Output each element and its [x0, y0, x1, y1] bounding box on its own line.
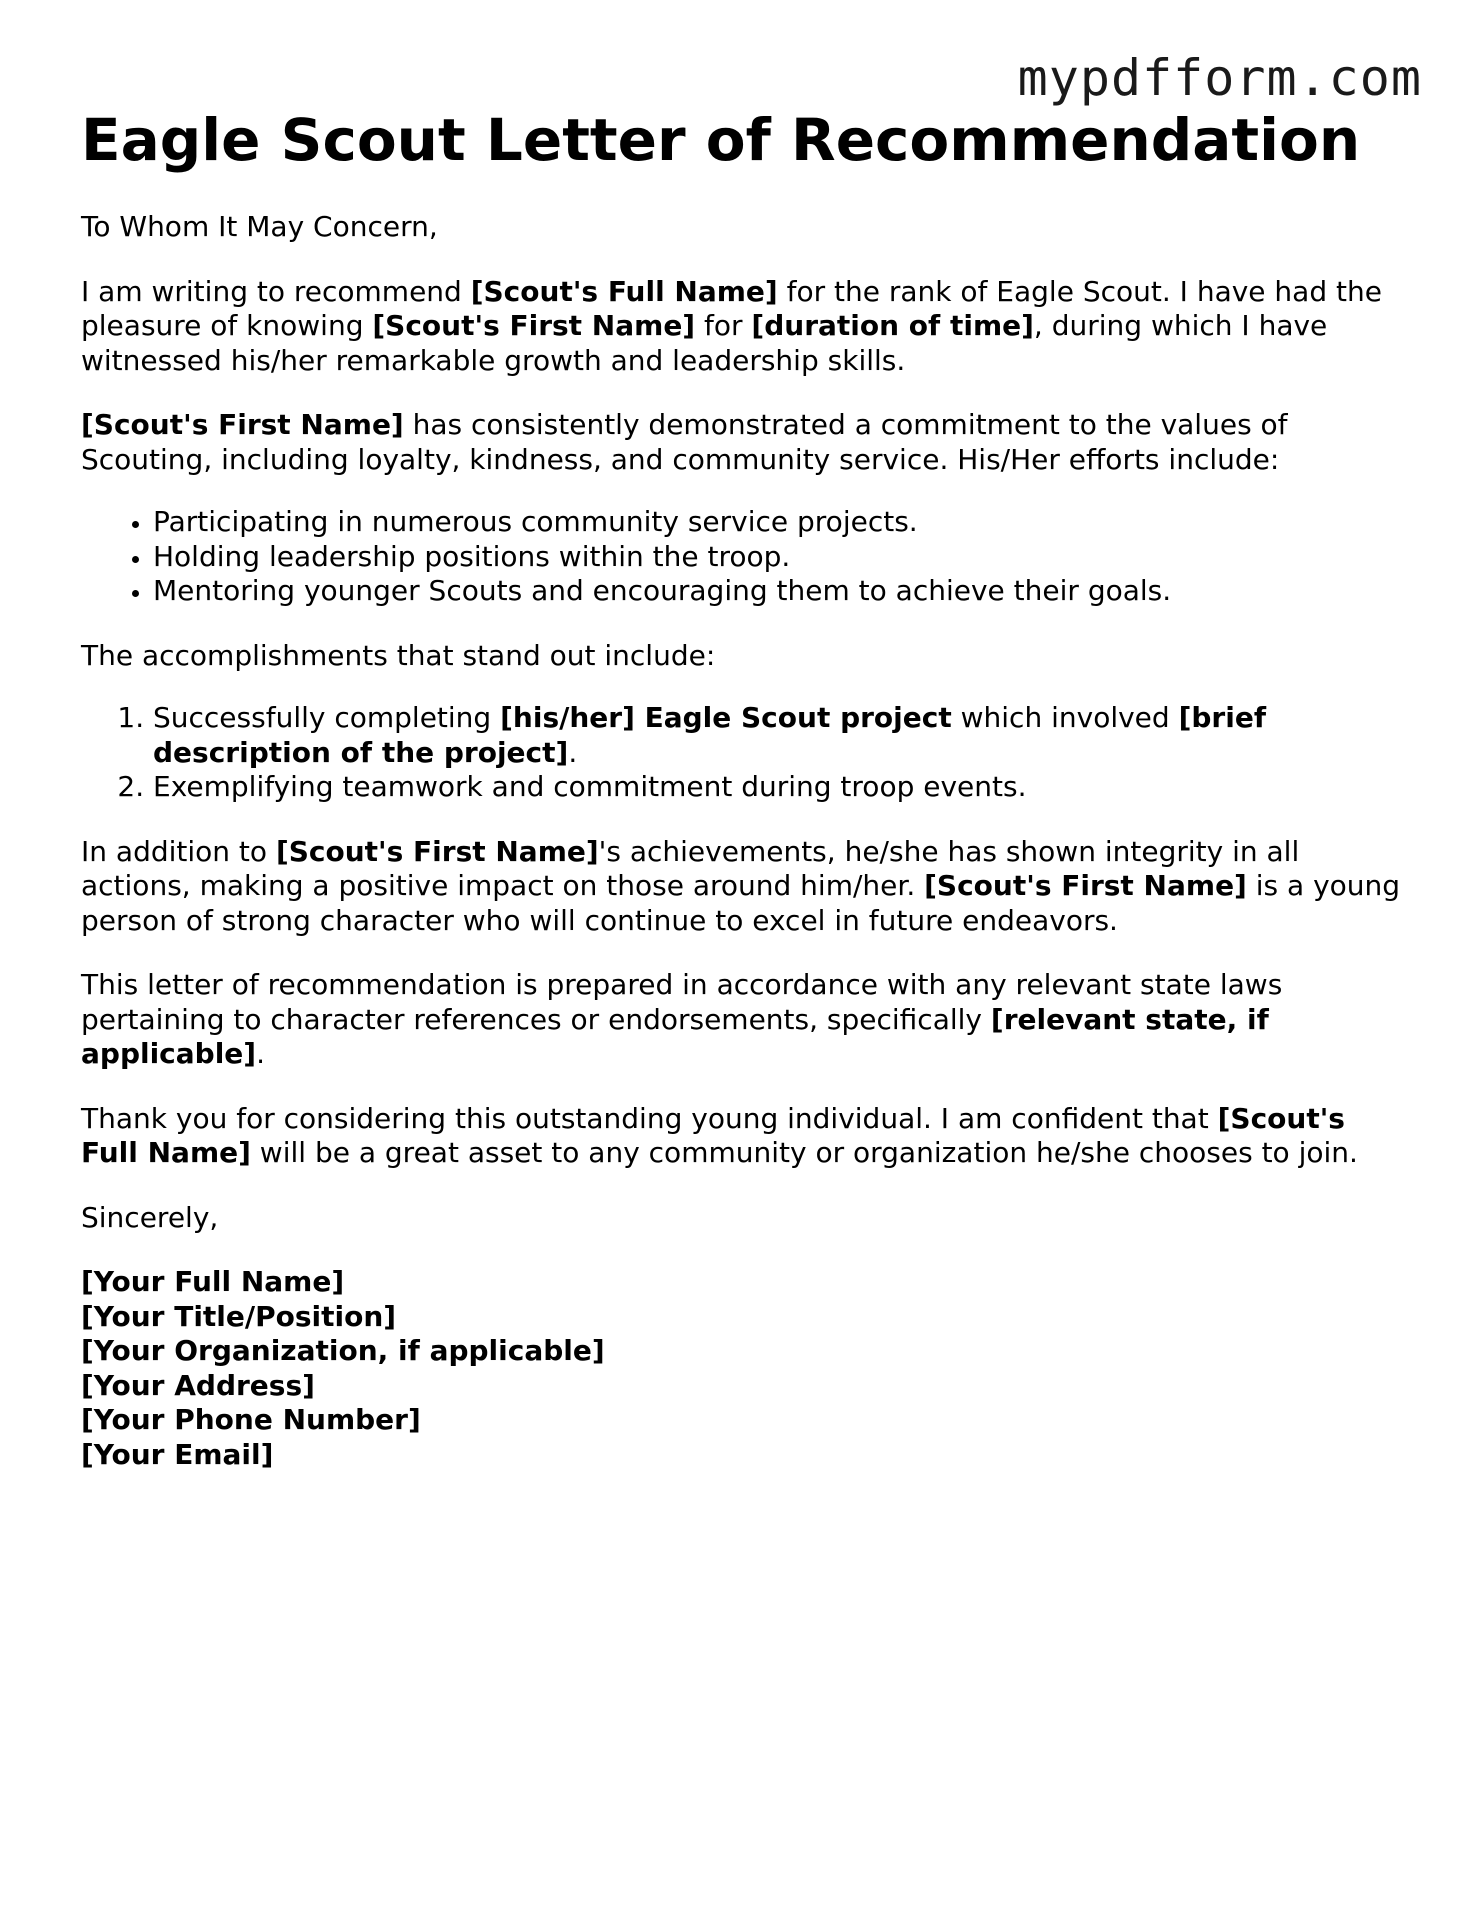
- placeholder-project-description: [brief description of the project]: [153, 701, 1266, 769]
- text-segment: .: [256, 1037, 266, 1070]
- closing-line: Sincerely,: [81, 1200, 219, 1234]
- text-segment: 's achievements, he/she has shown integrity in all actions, making a positive impact on those around him/her.: [81, 834, 1300, 902]
- list-item: • Holding leadership positions within the troop.: [153, 540, 1411, 575]
- text-segment: .: [568, 735, 578, 769]
- intro-paragraph: [81, 275, 1411, 379]
- placeholder-scout-full-name: [Scout's Full Name]: [470, 274, 778, 308]
- text-segment: I am writing to recommend: [81, 274, 471, 308]
- placeholder-eagle-project: [his/her] Eagle Scout project: [500, 701, 952, 734]
- accomplishments-intro: The accomplishments that stand out include:: [81, 638, 716, 672]
- placeholder-scout-full-name: [Scout's Full Name]: [81, 1101, 1345, 1169]
- text-segment: In addition to: [81, 834, 276, 868]
- signature-organization: [Your Organization, if applicable]: [81, 1334, 605, 1367]
- site-watermark: mypdfform.com: [1017, 49, 1422, 107]
- legal-paragraph: [81, 968, 1411, 1072]
- page-title: Eagle Scout Letter of Recommendation: [81, 106, 1361, 174]
- text-segment: This letter of recommendation is prepared in accordance with any relevant state laws pertaining to character references or endorsements, specifically: [81, 968, 1283, 1036]
- text-segment: Thank you for considering this outstanding young individual. I am confident that: [81, 1101, 1218, 1135]
- letter-document: [81, 102, 1411, 1472]
- text-segment: for the rank of Eagle Scout. I have had the pleasure of knowing: [81, 274, 1382, 342]
- text-segment: , during which I have witnessed his/her remarkable growth and leadership skills.: [81, 309, 1328, 377]
- accomplishments-list: [81, 701, 1411, 805]
- list-item: • Participating in numerous community service projects.: [153, 505, 1411, 540]
- character-paragraph: [81, 835, 1411, 939]
- signature-phone: [Your Phone Number]: [81, 1403, 421, 1436]
- greeting-line: To Whom It May Concern,: [81, 210, 438, 243]
- text-segment: is a young person of strong character who will continue to excel in future endeavors.: [81, 869, 1401, 937]
- signature-address: [Your Address]: [81, 1368, 315, 1402]
- signature-full-name: [Your Full Name]: [81, 1265, 345, 1298]
- text-segment: will be a great asset to any community or organization he/she chooses to join.: [250, 1136, 1358, 1169]
- signature-block: [81, 1265, 1411, 1472]
- placeholder-duration: [duration of time]: [751, 309, 1034, 342]
- text-segment: has consistently demonstrated a commitment to the values of Scouting, including loyalty, kindness, and community service. His/Her efforts include:: [81, 408, 1288, 476]
- signature-email: [Your Email]: [81, 1437, 274, 1471]
- list-item: • Mentoring younger Scouts and encouraging them to achieve their goals.: [153, 574, 1411, 609]
- placeholder-scout-first-name: [Scout's First Name]: [81, 408, 404, 441]
- efforts-list: [81, 505, 1411, 609]
- placeholder-relevant-state: [relevant state, if applicable]: [81, 1002, 1269, 1070]
- placeholder-scout-first-name: [Scout's First Name]: [372, 309, 696, 342]
- thank-you-paragraph: [81, 1102, 1411, 1171]
- list-item: 2. Exemplifying teamwork and commitment during troop events.: [153, 770, 1411, 805]
- signature-title: [Your Title/Position]: [81, 1299, 397, 1333]
- values-paragraph: [81, 408, 1411, 477]
- text-segment: for: [695, 309, 752, 342]
- placeholder-scout-first-name: [Scout's First Name]: [924, 869, 1247, 902]
- list-item: [153, 701, 1411, 770]
- text-segment: Successfully completing: [153, 701, 501, 734]
- text-segment: which involved: [951, 701, 1179, 734]
- placeholder-scout-first-name: [Scout's First Name]: [275, 834, 599, 868]
